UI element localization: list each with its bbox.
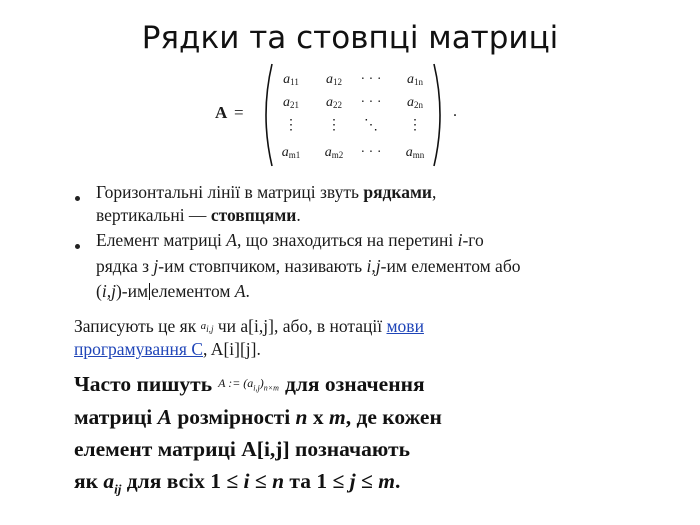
text: . bbox=[394, 469, 401, 493]
text: Часто пишуть bbox=[74, 372, 213, 396]
text: ≤ bbox=[355, 469, 379, 493]
text: матриці bbox=[74, 405, 158, 429]
math-var: i,j bbox=[101, 281, 116, 301]
math-var: m bbox=[378, 469, 395, 493]
math-var: i,j bbox=[366, 256, 381, 276]
math-formula: $a_{i,j}$ bbox=[200, 320, 214, 335]
text: , A[i][j]. bbox=[203, 339, 261, 359]
math-var: n bbox=[272, 469, 285, 493]
bold-line-2 bbox=[74, 405, 442, 430]
matrix-entry: ⋮ bbox=[408, 118, 422, 133]
bold-line-3 bbox=[74, 437, 410, 462]
text: . bbox=[296, 205, 301, 225]
matrix-entry: $a_{m2}$ bbox=[324, 145, 344, 160]
matrix-entry: $a_{21}$ bbox=[283, 95, 299, 110]
text: елемент матриці A[i,j] позначають bbox=[74, 437, 410, 461]
matrix-entry: $a_{1n}$ bbox=[407, 72, 423, 87]
bullet-1-line-1 bbox=[96, 182, 436, 203]
matrix-entry: ⋮ bbox=[284, 118, 298, 133]
matrix-equals: = bbox=[234, 103, 244, 122]
text: х bbox=[307, 405, 330, 429]
matrix-entry: $a_{m1}$ bbox=[281, 145, 301, 160]
matrix-entry: · · · bbox=[360, 145, 382, 160]
term-rows: рядками bbox=[363, 182, 432, 202]
matrix-entry: $a_{2n}$ bbox=[407, 95, 423, 110]
slide-title: Рядки та стовпці матриці bbox=[141, 20, 559, 56]
text: -го bbox=[462, 230, 484, 250]
text: Елемент матриці bbox=[96, 230, 227, 250]
bullet-2-line-3 bbox=[96, 281, 250, 302]
text: , що знаходиться на перетині bbox=[236, 230, 458, 250]
bullet-2-line-2 bbox=[96, 256, 520, 277]
text-cursor bbox=[149, 283, 150, 300]
text: вертикальні — bbox=[96, 205, 211, 225]
math-formula: A := $(a_{i,j})_{n\times m}$ bbox=[218, 376, 279, 393]
bullet-1-line-2 bbox=[96, 205, 301, 226]
text: -им стовпчиком, називають bbox=[158, 256, 367, 276]
math-var: n bbox=[295, 405, 308, 429]
text: ( bbox=[96, 281, 102, 301]
matrix-entry: · · · bbox=[360, 95, 382, 110]
bold-line-1 bbox=[74, 372, 425, 397]
math-var: j bbox=[349, 469, 356, 493]
math-var: A bbox=[234, 281, 246, 301]
text: , bbox=[431, 182, 437, 202]
text: як bbox=[74, 469, 104, 493]
notation-line-2 bbox=[74, 339, 261, 360]
text: . bbox=[245, 281, 250, 301]
text: )-им bbox=[115, 281, 149, 301]
bullet-2-line-1 bbox=[96, 230, 484, 251]
matrix-entry: · · · bbox=[360, 72, 382, 87]
text: для означення bbox=[284, 372, 425, 396]
bullet-dot bbox=[75, 244, 80, 249]
term-columns: стовпцями bbox=[210, 205, 297, 225]
math-var: $a_{ij}$ bbox=[103, 469, 122, 497]
matrix-label: A bbox=[215, 103, 228, 122]
bullet-dot bbox=[75, 196, 80, 201]
text: для всіх 1 ≤ bbox=[121, 469, 244, 493]
link-c-language[interactable]: мови bbox=[386, 316, 424, 336]
matrix-entry: ⋮ bbox=[327, 118, 341, 133]
text: та 1 ≤ bbox=[284, 469, 350, 493]
text: -им елементом або bbox=[380, 256, 521, 276]
matrix-entry: $a_{mn}$ bbox=[405, 145, 425, 160]
math-var: A bbox=[157, 405, 172, 429]
matrix-entry: $a_{11}$ bbox=[283, 72, 299, 87]
math-var: i bbox=[457, 230, 463, 250]
text: ≤ bbox=[249, 469, 273, 493]
math-var: j bbox=[153, 256, 159, 276]
text: Записують це як bbox=[74, 316, 201, 336]
text: елементом bbox=[151, 281, 235, 301]
text: розмірності bbox=[171, 405, 296, 429]
text: рядка з bbox=[96, 256, 154, 276]
link-c-language-2[interactable]: програмування C bbox=[74, 339, 204, 359]
math-var: A bbox=[226, 230, 237, 250]
text: , де кожен bbox=[345, 405, 442, 429]
matrix-entry: ⋱ bbox=[364, 118, 378, 133]
math-var: i bbox=[243, 469, 250, 493]
text: Горизонтальні лінії в матриці звуть bbox=[96, 182, 364, 202]
matrix-period: . bbox=[453, 103, 457, 120]
matrix-entry: $a_{12}$ bbox=[326, 72, 342, 87]
math-var: m bbox=[329, 405, 346, 429]
matrix-entry: $a_{22}$ bbox=[326, 95, 342, 110]
text: чи a[i,j], або, в нотації bbox=[213, 316, 387, 336]
notation-line-1 bbox=[74, 316, 424, 337]
bold-line-4 bbox=[74, 469, 400, 497]
